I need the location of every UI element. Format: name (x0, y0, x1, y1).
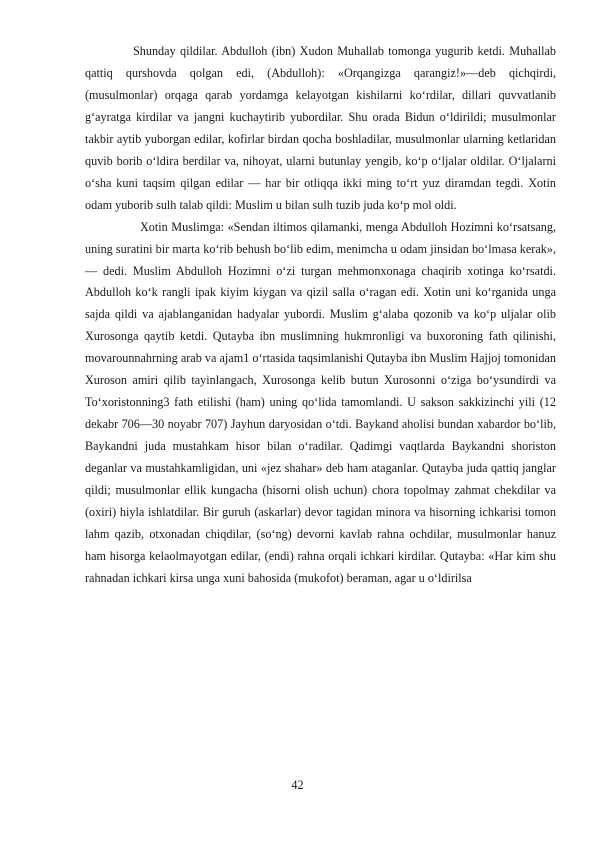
document-page (85, 41, 556, 590)
page-number: 42 (291, 778, 304, 792)
paragraph-2: Xotin Muslimga: «Sendan iltimos qilamanki, menga Abdulloh Hozimni ko‘rsatsang, uning suratini bir marta ko‘rib behush bo‘lib edim, menimcha u odam jinsidan bo‘lmasa kerak»,— dedi. Muslim Abdulloh Hozimni o‘zi turgan mehmonxonaga chaqirib xotinga ko‘rsatdi. Abdulloh ko‘k rangli ipak kiyim kiygan va qizil salla o‘ragan edi. Xotin uni ko‘rganida unga sajda qildi va ajablanganidan hadyalar yubordi. Muslim g‘alaba qozonib va ko‘p uljalar olib Xurosonga qaytib ketdi. Qutayba ibn muslimning hukmronligi va buxoroning fath qilinishi, movarounnahrning arab va ajam1 o‘rtasida taqsimlanishi Qutayba ibn Muslim Hajjoj tomonidan Xuroson amiri qilib tayinlangach, Xurosonga kelib butun Xurosonni o‘ziga bo‘ysundirdi va To‘xoristonning3 fath etilishi (ham) uning qo‘lida tamomlandi. U sakson sakkizinchi yili (12 dekabr 706—30 noyabr 707) Jayhun daryosidan o‘tdi. Baykand aholisi bundan xabardor bo‘lib, Baykandni juda mustahkam hisor bilan o‘radilar. Qadimgi vaqtlarda Baykandni shoriston deganlar va mustahkamligidan, uni «jez shahar» deb ham ataganlar. Qutayba juda qattiq janglar qildi; musulmonlar ellik kungacha (hisorni olish uchun) chora topolmay zahmat chekdilar va (oxiri) hiyla ishlatdilar. Bir guruh (askarlar) devor tagidan minora va hisorning ichkarisi tomon lahm qazib, otxonadan chiqdilar, (so‘ng) devorni kavlab rahna ochdilar, musulmonlar hanuz ham hisorga kelaolmayotgan edilar, (endi) rahna orqali ichkari kirdilar. Qutayba: «Har kim shu rahnadan ichkari kirsa unga xuni bahosida (mukofot) beraman, agar u o‘ldirilsa (85, 219, 556, 585)
paragraph-1: Shunday qildilar. Abdulloh (ibn) Xudon Muhallab tomonga yugurib ketdi. Muhallab qattiq qurshovda qolgan edi, (Abdulloh): «Orqangizga qarangiz!»—deb qichqirdi, (musulmonlar) orqaga qarab yordamga kelayotgan kishilarni ko‘rdilar, dillari quvvatlanib g‘ayratga kirdilar va jangni kuchaytirib yubordilar. Shu orada Bidun o‘ldirildi; musulmonlar takbir aytib yuborgan edilar, kofirlar birdan qocha boshladilar, musulmonlar ularning ketlaridan quvib borib o‘ldira berdilar va, nihoyat, ularni butunlay yengib, ko‘p o‘ljalar oldilar. O‘ljalarni o‘sha kuni taqsim qilgan edilar — har bir otliqqa ikki ming to‘rt yuz diramdan tegdi. Xotin odam yuborib sulh talab qildi: Muslim u bilan sulh tuzib juda ko‘p mol oldi. (85, 44, 556, 212)
